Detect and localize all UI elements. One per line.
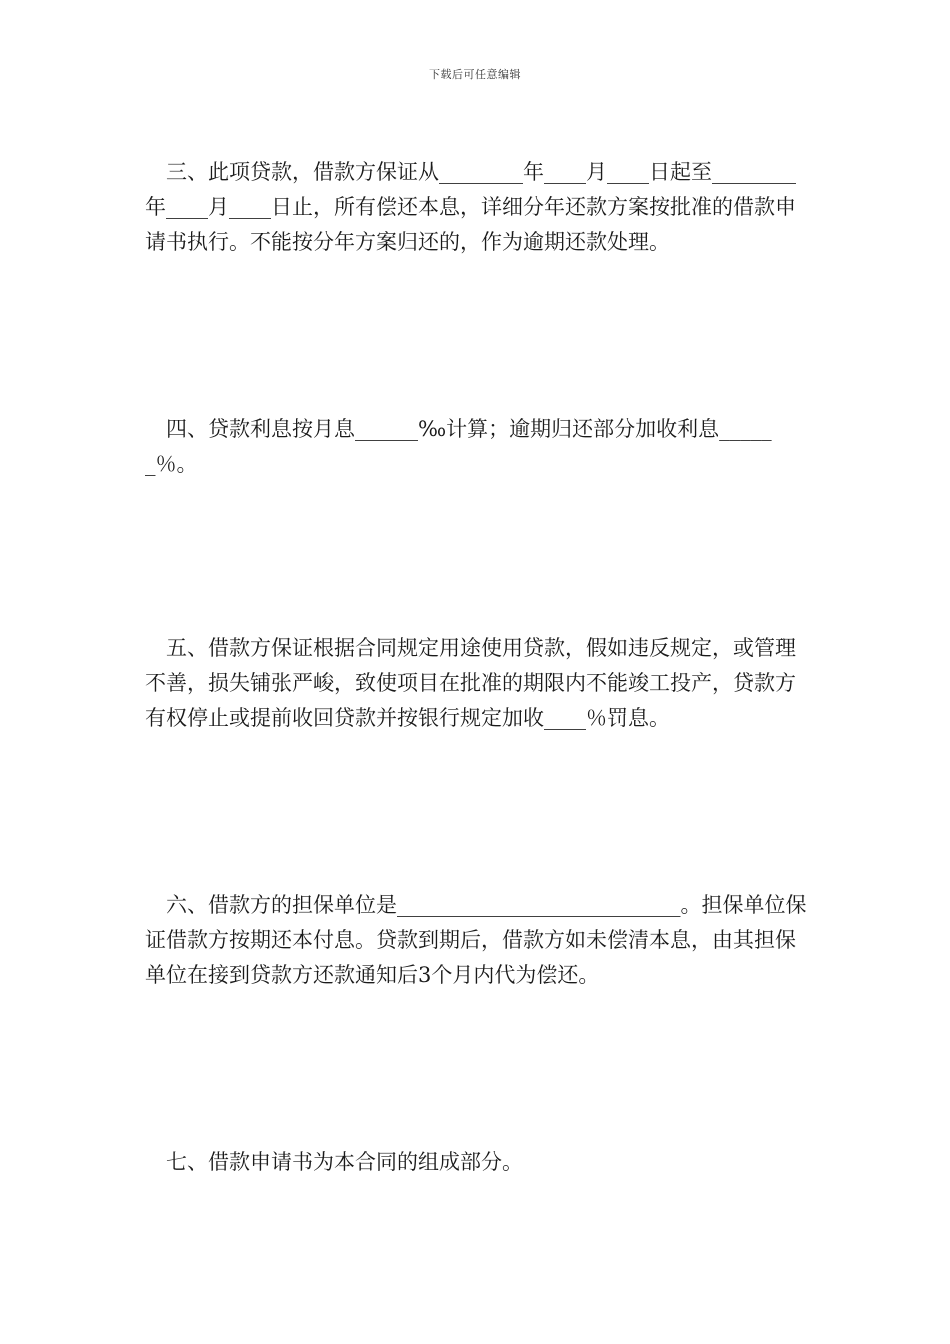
clause-5-paragraph: 五、借款方保证根据合同规定用途使用贷款，假如违反规定，或管理不善，损失铺张严峻，致使项目在批准的期限内不能竣工投产，贷款方有权停止或提前收回贷款并按银行规定加收____％罚息。	[145, 636, 796, 730]
clause-3-paragraph: 三、此项贷款，借款方保证从________年____月____日起至________年____月____日止，所有偿还本息，详细分年还款方案按批准的借款申请书执行。不能按分年方案归还的，作为逾期还款处理。	[145, 160, 796, 254]
clause-6-paragraph: 六、借款方的担保单位是___________________________。担保单位保证借款方按期还本付息。贷款到期后，借款方如未偿清本息，由其担保单位在接到贷款方还款通知后3个月内代为偿还。	[145, 893, 807, 987]
page-header-note: 下载后可任意编辑	[429, 68, 521, 81]
clause-7-paragraph: 七、借款申请书为本合同的组成部分。	[166, 1150, 523, 1174]
clause-4-paragraph: 四、贷款利息按月息______‰计算；逾期归还部分加收利息______％。	[145, 417, 772, 476]
